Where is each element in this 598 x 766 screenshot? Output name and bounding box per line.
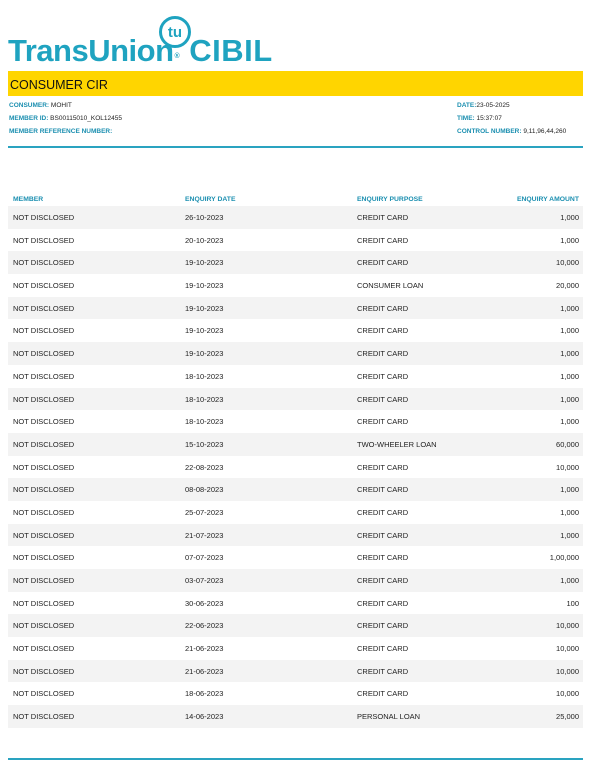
enquiry-date-cell: 19-10-2023 [185,326,224,336]
enquiry-purpose-cell: CREDIT CARD [357,371,409,381]
enquiry-amount-cell: 10,000 [556,689,579,699]
enquiry-purpose-cell: CREDIT CARD [357,303,409,313]
enquiry-purpose-cell: CREDIT CARD [357,598,409,608]
enquiry-date-cell: 07-07-2023 [185,553,224,563]
member-cell: NOT DISCLOSED [13,530,75,540]
member-cell: NOT DISCLOSED [13,576,75,585]
enquiry-date-cell: 19-10-2023 [185,303,224,313]
table-row [8,206,583,229]
member-cell: NOT DISCLOSED [13,598,75,608]
enquiry-purpose-cell: CREDIT CARD [357,530,409,540]
enquiry-amount-cell: 1,000 [560,417,579,427]
enquiry-purpose-cell: CREDIT CARD [357,485,409,495]
time-label: TIME: [457,115,475,122]
member-column-header: MEMBER [13,196,44,203]
member-cell: NOT DISCLOSED [13,507,75,517]
enquiry-amount-cell: 10,000 [556,258,579,268]
enquiry-purpose-cell: CREDIT CARD [357,666,409,676]
enquiry-purpose-cell: CREDIT CARD [357,644,409,654]
enquiry-amount-cell: 60,000 [556,439,579,449]
table-row [8,592,583,615]
member-cell: NOT DISCLOSED [13,281,75,291]
header-divider [8,146,583,148]
table-row [8,682,583,705]
member-cell: NOT DISCLOSED [13,666,75,676]
enquiry-purpose-cell: CREDIT CARD [357,417,409,427]
control-number-label: CONTROL NUMBER: [457,128,522,135]
member-cell: NOT DISCLOSED [13,213,75,222]
table-row [8,433,583,456]
enquiry-amount-cell: 10,000 [556,621,579,631]
member-cell: NOT DISCLOSED [13,439,75,449]
tu-mark: tu [167,24,183,41]
table-row [8,478,583,501]
enquiry-date-cell: 19-10-2023 [185,349,224,359]
member-cell: NOT DISCLOSED [13,303,75,313]
table-row [8,660,583,683]
table-row [8,410,583,433]
enquiry-date-cell: 19-10-2023 [185,281,224,291]
report-title-banner [8,71,583,96]
member-cell: NOT DISCLOSED [13,621,75,631]
enquiry-purpose-cell: CREDIT CARD [357,349,409,359]
enquiry-date-cell: 18-10-2023 [185,417,224,427]
enquiry-date-cell: 22-08-2023 [185,462,224,472]
enquiry-amount-column-header: ENQUIRY AMOUNT [516,196,579,203]
enquiry-amount-cell: 1,000 [560,349,579,359]
table-row [8,524,583,547]
enquiry-amount-cell: 1,000 [560,485,579,495]
consumer-label: CONSUMER: [9,102,50,109]
enquiry-purpose-cell: CREDIT CARD [357,462,409,472]
enquiry-table-body [8,206,583,728]
table-row [8,546,583,569]
member-id-meta [9,115,122,122]
control-number-value: 9,11,96,44,260 [523,128,567,135]
table-row [8,614,583,637]
enquiry-purpose-cell: CREDIT CARD [357,689,409,699]
enquiry-purpose-cell: TWO-WHEELER LOAN [357,439,437,449]
enquiry-date-cell: 25-07-2023 [185,507,224,517]
enquiry-date-cell: 18-06-2023 [185,689,224,699]
table-row [8,388,583,411]
time-meta [457,115,502,122]
enquiry-table-header [8,194,583,206]
member-cell: NOT DISCLOSED [13,326,75,336]
member-cell: NOT DISCLOSED [13,371,75,381]
member-id-label: MEMBER ID: [9,115,49,122]
date-value: 23-05-2025 [476,102,510,109]
enquiry-date-column-header: ENQUIRY DATE [185,196,236,203]
enquiry-date-cell: 21-06-2023 [185,644,224,654]
logo-product-name: CIBIL [189,33,273,68]
table-row [8,274,583,297]
member-cell: NOT DISCLOSED [13,349,75,359]
table-row [8,319,583,342]
member-cell: NOT DISCLOSED [13,258,75,268]
enquiry-date-cell: 14-06-2023 [185,712,224,722]
enquiry-date-cell: 15-10-2023 [185,439,224,449]
table-row [8,365,583,388]
table-row [8,251,583,274]
enquiry-date-cell: 18-10-2023 [185,394,224,404]
enquiry-purpose-cell: CREDIT CARD [357,235,409,245]
member-reference-label: MEMBER REFERENCE NUMBER: [9,128,113,135]
enquiry-purpose-cell: CREDIT CARD [357,394,409,404]
table-row [8,342,583,365]
member-cell: NOT DISCLOSED [13,462,75,472]
enquiry-purpose-cell: CREDIT CARD [357,576,409,585]
logo-wordmark [8,33,273,69]
enquiry-amount-cell: 100 [566,598,579,608]
enquiry-amount-cell: 1,000 [560,213,579,222]
member-cell: NOT DISCLOSED [13,417,75,427]
enquiry-date-cell: 26-10-2023 [185,213,224,222]
consumer-meta [9,102,72,109]
enquiry-amount-cell: 1,000 [560,326,579,336]
date-meta [457,102,510,109]
date-label: DATE: [457,102,477,109]
enquiry-purpose-cell: CREDIT CARD [357,507,409,517]
enquiry-purpose-cell: CREDIT CARD [357,553,409,563]
enquiry-date-cell: 21-07-2023 [185,530,224,540]
enquiry-purpose-cell: CONSUMER LOAN [357,281,424,291]
enquiry-date-cell: 19-10-2023 [185,258,224,268]
table-row [8,501,583,524]
enquiry-date-cell: 21-06-2023 [185,666,224,676]
enquiry-amount-cell: 1,000 [560,303,579,313]
enquiry-date-cell: 03-07-2023 [185,576,224,585]
control-number-meta [457,128,566,135]
enquiry-purpose-cell: CREDIT CARD [357,326,409,336]
enquiry-date-cell: 18-10-2023 [185,371,224,381]
member-cell: NOT DISCLOSED [13,553,75,563]
enquiry-purpose-cell: CREDIT CARD [357,621,409,631]
member-cell: NOT DISCLOSED [13,712,75,722]
report-title: CONSUMER CIR [10,78,108,92]
enquiry-amount-cell: 1,000 [560,530,579,540]
enquiry-amount-cell: 25,000 [556,712,579,722]
member-reference-meta [9,128,112,135]
enquiry-date-cell: 30-06-2023 [185,598,224,608]
enquiry-date-cell: 20-10-2023 [185,235,224,245]
table-row [8,456,583,479]
table-row [8,705,583,728]
trademark-symbol: ® [174,53,180,60]
enquiry-purpose-column-header: ENQUIRY PURPOSE [357,196,423,203]
logo-brand-name: TransUnion [8,33,174,68]
enquiry-amount-cell: 1,000 [560,576,579,585]
enquiry-amount-cell: 1,000 [560,507,579,517]
enquiry-amount-cell: 1,000 [560,371,579,381]
enquiry-date-cell: 08-08-2023 [185,485,224,495]
enquiry-amount-cell: 20,000 [556,281,579,291]
enquiry-amount-cell: 10,000 [556,462,579,472]
enquiry-purpose-cell: PERSONAL LOAN [357,712,421,722]
member-cell: NOT DISCLOSED [13,644,75,654]
table-row [8,569,583,592]
member-cell: NOT DISCLOSED [13,689,75,699]
enquiry-amount-cell: 10,000 [556,644,579,654]
time-value: 15:37:07 [476,115,502,122]
member-cell: NOT DISCLOSED [13,235,75,245]
member-cell: NOT DISCLOSED [13,485,75,495]
enquiry-date-cell: 22-06-2023 [185,621,224,631]
enquiry-amount-cell: 10,000 [556,666,579,676]
enquiry-amount-cell: 1,00,000 [549,553,579,563]
enquiry-purpose-cell: CREDIT CARD [357,213,409,222]
enquiry-purpose-cell: CREDIT CARD [357,258,409,268]
table-row [8,637,583,660]
member-id-value: BS00115010_KOL12455 [50,115,122,122]
enquiry-amount-cell: 1,000 [560,394,579,404]
member-cell: NOT DISCLOSED [13,394,75,404]
footer-divider [8,758,583,760]
consumer-value: MOHIT [50,102,72,109]
transunion-cibil-logo [8,14,272,68]
table-row [8,297,583,320]
enquiry-amount-cell: 1,000 [560,235,579,245]
table-row [8,229,583,252]
